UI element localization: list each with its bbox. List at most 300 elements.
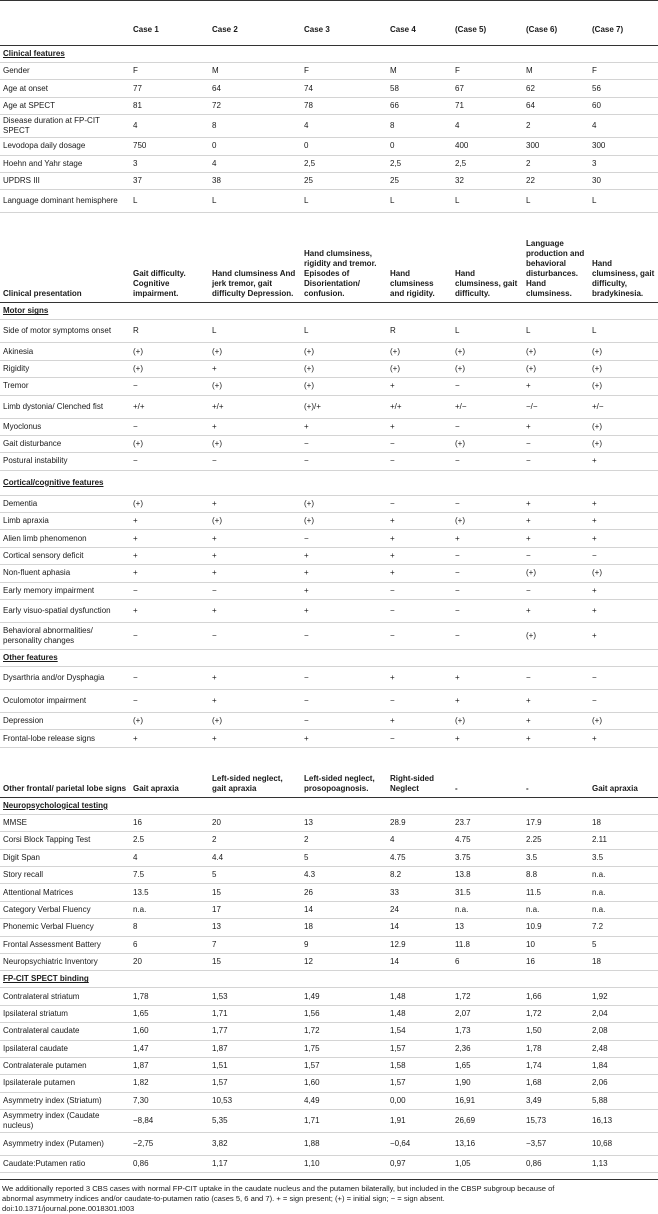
section-header-row	[0, 650, 658, 667]
section-title: Cortical/cognitive features	[3, 477, 104, 487]
section-header-row	[0, 46, 658, 63]
table-cell: 22	[523, 172, 589, 189]
table-cell: 17	[209, 901, 301, 918]
table-cell: (+)	[589, 360, 658, 377]
header-cell: (Case 6)	[523, 15, 589, 46]
table-cell: L	[209, 320, 301, 343]
table-cell: −8,84	[130, 1110, 209, 1133]
table-cell: 1,78	[523, 1040, 589, 1057]
table-cell: +	[523, 530, 589, 547]
table-cell: (+)	[589, 378, 658, 395]
table-row	[0, 115, 658, 138]
table-cell: 28.9	[387, 814, 452, 831]
table-cell: Hand clumsiness And jerk tremor, gait difficulty Depression.	[209, 213, 301, 303]
table-row	[0, 600, 658, 623]
table-row	[0, 565, 658, 582]
section-header-row	[0, 797, 658, 814]
table-cell: n.a.	[589, 884, 658, 901]
table-cell: 4	[130, 115, 209, 138]
table-cell: 24	[387, 901, 452, 918]
table-cell: −	[452, 495, 523, 512]
table-cell: +	[209, 730, 301, 747]
table-cell: (+)	[589, 713, 658, 730]
table-cell: +	[209, 600, 301, 623]
row-label: Ipsilaterale putamen	[0, 1075, 130, 1092]
table-cell: 16	[523, 953, 589, 970]
row-label: Gender	[0, 63, 130, 80]
table-cell: −2,75	[130, 1133, 209, 1156]
table-cell: 20	[130, 953, 209, 970]
table-cell: +	[301, 565, 387, 582]
table-cell: 4.3	[301, 866, 387, 883]
table-cell: 37	[130, 172, 209, 189]
table-cell: +	[387, 713, 452, 730]
table-row	[0, 547, 658, 564]
table-cell: 1,49	[301, 988, 387, 1005]
table-row	[0, 360, 658, 377]
table-cell: 1,71	[209, 1005, 301, 1022]
row-label: Attentional Matrices	[0, 884, 130, 901]
table-cell: Language production and behavioral disturbances. Hand clumsiness.	[523, 213, 589, 303]
table-cell: (+)	[523, 343, 589, 360]
header-cell: Case 1	[130, 15, 209, 46]
table-cell: +	[523, 713, 589, 730]
header-cell: Case 4	[387, 15, 452, 46]
table-cell: 8.8	[523, 866, 589, 883]
table-cell: 8	[209, 115, 301, 138]
table-cell: M	[209, 63, 301, 80]
table-cell: 18	[589, 953, 658, 970]
table-cell: −	[130, 623, 209, 650]
table-cell: (+)	[387, 343, 452, 360]
table-cell: 1,74	[523, 1057, 589, 1074]
table-cell: +	[589, 730, 658, 747]
row-label: Clinical presentation	[0, 213, 130, 303]
table-cell: 4.4	[209, 849, 301, 866]
table-cell: +	[130, 565, 209, 582]
table-cell: 23.7	[452, 814, 523, 831]
table-cell: +	[523, 730, 589, 747]
row-label: Depression	[0, 713, 130, 730]
table-cell: 2,36	[452, 1040, 523, 1057]
table-cell: 300	[523, 138, 589, 155]
table-cell: (+)	[301, 495, 387, 512]
table-cell: 16,91	[452, 1092, 523, 1109]
table-cell: 2,5	[452, 155, 523, 172]
table-cell: +	[209, 667, 301, 690]
table-cell: L	[452, 190, 523, 213]
table-row	[0, 395, 658, 418]
table-cell: (+)/+	[301, 395, 387, 418]
table-cell: 400	[452, 138, 523, 155]
table-cell: 1,87	[130, 1057, 209, 1074]
table-cell: Hand clumsiness, gait difficulty, bradykinesia.	[589, 213, 658, 303]
table-cell: −	[523, 667, 589, 690]
table-cell: (+)	[523, 360, 589, 377]
table-cell: 2.5	[130, 832, 209, 849]
table-cell: Gait apraxia	[589, 747, 658, 797]
row-label: Age at onset	[0, 80, 130, 97]
table-cell: 1,72	[523, 1005, 589, 1022]
table-cell: 33	[387, 884, 452, 901]
row-label: Frontal-lobe release signs	[0, 730, 130, 747]
table-cell: (+)	[209, 713, 301, 730]
table-cell: −	[130, 378, 209, 395]
table-cell: 1,53	[209, 988, 301, 1005]
table-cell: (+)	[130, 713, 209, 730]
table-row	[0, 832, 658, 849]
table-cell: 13.8	[452, 866, 523, 883]
table-cell: 13	[209, 919, 301, 936]
table-cell: −3,57	[523, 1133, 589, 1156]
table-cell: 1,65	[130, 1005, 209, 1022]
table-row	[0, 80, 658, 97]
table-cell: F	[130, 63, 209, 80]
table-cell: (+)	[452, 360, 523, 377]
table-cell: −	[130, 418, 209, 435]
table-cell: 30	[589, 172, 658, 189]
table-row	[0, 713, 658, 730]
table-cell: 0,86	[130, 1156, 209, 1173]
table-row	[0, 495, 658, 512]
table-cell: 2,08	[589, 1023, 658, 1040]
table-cell: 3.75	[452, 849, 523, 866]
section-title: Other features	[3, 653, 58, 663]
table-cell: 58	[387, 80, 452, 97]
section-title: Motor signs	[3, 306, 49, 316]
table-cell: 2,5	[387, 155, 452, 172]
table-cell: +	[523, 378, 589, 395]
table-cell: 7,30	[130, 1092, 209, 1109]
table-cell: 3,82	[209, 1133, 301, 1156]
table-cell: R	[130, 320, 209, 343]
table-cell: +	[589, 513, 658, 530]
row-label: Side of motor symptoms onset	[0, 320, 130, 343]
section-title: Clinical features	[3, 49, 65, 58]
table-cell: +	[130, 547, 209, 564]
table-cell: 2,5	[301, 155, 387, 172]
table-row	[0, 138, 658, 155]
table-cell: 8	[387, 115, 452, 138]
table-cell: 25	[387, 172, 452, 189]
table-cell: +	[209, 547, 301, 564]
table-cell: 8.2	[387, 866, 452, 883]
table-row	[0, 667, 658, 690]
table-cell: L	[130, 190, 209, 213]
table-cell: 0	[387, 138, 452, 155]
table-cell: 4	[452, 115, 523, 138]
table-cell: 31.5	[452, 884, 523, 901]
table-cell: −	[452, 600, 523, 623]
row-label: Asymmetry index (Striatum)	[0, 1092, 130, 1109]
table-cell: 5,88	[589, 1092, 658, 1109]
table-cell: +/+	[209, 395, 301, 418]
row-label: Levodopa daily dosage	[0, 138, 130, 155]
table-cell: 1,13	[589, 1156, 658, 1173]
table-cell: 2,06	[589, 1075, 658, 1092]
row-label: Dementia	[0, 495, 130, 512]
table-cell: 14	[387, 919, 452, 936]
table-cell: L	[387, 190, 452, 213]
row-label: Contralaterale putamen	[0, 1057, 130, 1074]
top-rule-row	[0, 1, 658, 16]
header-cell: (Case 5)	[452, 15, 523, 46]
row-label: Corsi Block Tapping Test	[0, 832, 130, 849]
row-label: Limb dystonia/ Clenched fist	[0, 395, 130, 418]
row-label: Rigidity	[0, 360, 130, 377]
row-label: Ipsilateral caudate	[0, 1040, 130, 1057]
table-row	[0, 1110, 658, 1133]
table-cell: +	[209, 360, 301, 377]
table-cell: +	[523, 418, 589, 435]
table-cell: 16,13	[589, 1110, 658, 1133]
table-cell: +/−	[452, 395, 523, 418]
table-row	[0, 814, 658, 831]
table-row	[0, 1023, 658, 1040]
table-cell: Hand clumsiness, rigidity and tremor. Episodes of Disorientation/ confusion.	[301, 213, 387, 303]
table-cell: M	[387, 63, 452, 80]
table-cell: (+)	[301, 513, 387, 530]
table-cell: −	[130, 453, 209, 470]
table-row	[0, 936, 658, 953]
table-cell: 71	[452, 97, 523, 114]
table-cell: +	[301, 582, 387, 599]
table-row	[0, 1040, 658, 1057]
table-cell: +	[209, 530, 301, 547]
table-cell: 3	[589, 155, 658, 172]
table-cell: 4	[387, 832, 452, 849]
table-cell: 5,35	[209, 1110, 301, 1133]
table-cell: 20	[209, 814, 301, 831]
table-cell: 15,73	[523, 1110, 589, 1133]
table-cell: 2.25	[523, 832, 589, 849]
table-cell: M	[523, 63, 589, 80]
table-cell: (+)	[589, 435, 658, 452]
table-row	[0, 190, 658, 213]
table-cell: 4.75	[452, 832, 523, 849]
table-cell: 5	[589, 936, 658, 953]
table-cell: 4,49	[301, 1092, 387, 1109]
row-label: Frontal Assessment Battery	[0, 936, 130, 953]
table-cell: L	[523, 320, 589, 343]
table-cell: 1,84	[589, 1057, 658, 1074]
table-cell: 1,60	[301, 1075, 387, 1092]
table-row	[0, 172, 658, 189]
row-label: Digit Span	[0, 849, 130, 866]
table-cell: 1,54	[387, 1023, 452, 1040]
table-cell: 3.5	[589, 849, 658, 866]
table-row	[0, 988, 658, 1005]
table-cell: (+)	[209, 343, 301, 360]
section-title: Neuropsychological testing	[3, 800, 108, 810]
table-cell: +	[523, 690, 589, 713]
table-cell: −	[452, 582, 523, 599]
table-cell: 72	[209, 97, 301, 114]
row-label: Age at SPECT	[0, 97, 130, 114]
table-cell: −	[209, 623, 301, 650]
table-cell: −	[387, 730, 452, 747]
table-cell: 1,90	[452, 1075, 523, 1092]
row-label: Asymmetry index (Putamen)	[0, 1133, 130, 1156]
table-cell: 3	[130, 155, 209, 172]
table-cell: 1,88	[301, 1133, 387, 1156]
row-label: Non-fluent aphasia	[0, 565, 130, 582]
table-cell: F	[589, 63, 658, 80]
table-cell: 300	[589, 138, 658, 155]
table-cell: −	[387, 582, 452, 599]
table-row	[0, 155, 658, 172]
table-cell: L	[589, 320, 658, 343]
table-row	[0, 63, 658, 80]
table-cell: 2,04	[589, 1005, 658, 1022]
row-label: Early memory impairment	[0, 582, 130, 599]
table-cell: +	[301, 547, 387, 564]
table-cell: L	[209, 190, 301, 213]
table-cell: 18	[301, 919, 387, 936]
table-cell: −	[523, 547, 589, 564]
table-cell: 3,49	[523, 1092, 589, 1109]
table-row	[0, 730, 658, 747]
row-label: Limb apraxia	[0, 513, 130, 530]
table-cell: 6	[452, 953, 523, 970]
table-cell: Hand clumsiness and rigidity.	[387, 213, 452, 303]
table-cell: 7	[209, 936, 301, 953]
table-cell: n.a.	[589, 901, 658, 918]
table-cell: −0,64	[387, 1133, 452, 1156]
table-cell: +	[387, 378, 452, 395]
table-cell: (+)	[301, 343, 387, 360]
table-row	[0, 513, 658, 530]
table-cell: 12	[301, 953, 387, 970]
table-cell: −	[301, 667, 387, 690]
table-row	[0, 623, 658, 650]
table-cell: 1,78	[130, 988, 209, 1005]
table-cell: 11.8	[452, 936, 523, 953]
table-cell: (+)	[130, 360, 209, 377]
table-cell: 74	[301, 80, 387, 97]
table-cell: +	[589, 582, 658, 599]
table-cell: +	[301, 418, 387, 435]
table-cell: −	[130, 582, 209, 599]
table-cell: 13	[301, 814, 387, 831]
table-cell: −	[130, 690, 209, 713]
table-cell: −	[387, 690, 452, 713]
table-cell: (+)	[301, 378, 387, 395]
table-cell: 1,73	[452, 1023, 523, 1040]
row-label: Akinesia	[0, 343, 130, 360]
table-cell: 1,66	[523, 988, 589, 1005]
table-cell: 1,48	[387, 988, 452, 1005]
row-label: Ipsilateral striatum	[0, 1005, 130, 1022]
row-label: Myoclonus	[0, 418, 130, 435]
table-cell: n.a.	[130, 901, 209, 918]
table-cell: 38	[209, 172, 301, 189]
table-cell: 2	[301, 832, 387, 849]
table-cell: 13	[452, 919, 523, 936]
table-cell: −	[452, 453, 523, 470]
table-cell: 1,92	[589, 988, 658, 1005]
table-cell: 1,56	[301, 1005, 387, 1022]
section-header-row	[0, 470, 658, 495]
table-cell: +	[523, 495, 589, 512]
table-cell: −	[301, 623, 387, 650]
table-row	[0, 1005, 658, 1022]
table-cell: n.a.	[452, 901, 523, 918]
table-cell: L	[301, 190, 387, 213]
table-cell: (+)	[589, 565, 658, 582]
table-cell: (+)	[209, 435, 301, 452]
table-cell: 1,75	[301, 1040, 387, 1057]
table-row	[0, 435, 658, 452]
row-label: UPDRS III	[0, 172, 130, 189]
table-cell: 4	[589, 115, 658, 138]
table-cell: 1,57	[209, 1075, 301, 1092]
table-cell: +	[130, 530, 209, 547]
table-cell: 1,05	[452, 1156, 523, 1173]
table-cell: (+)	[523, 623, 589, 650]
table-cell: −	[452, 565, 523, 582]
table-cell: 10	[523, 936, 589, 953]
table-cell: 25	[301, 172, 387, 189]
table-cell: −	[130, 667, 209, 690]
table-cell: 4	[209, 155, 301, 172]
table-cell: 2.11	[589, 832, 658, 849]
table-cell: 9	[301, 936, 387, 953]
table-row	[0, 97, 658, 114]
table-cell: (+)	[523, 565, 589, 582]
table-cell: 60	[589, 97, 658, 114]
table-cell: L	[301, 320, 387, 343]
table-cell: +	[589, 530, 658, 547]
table-cell: 16	[130, 814, 209, 831]
table-cell: +	[387, 513, 452, 530]
table-cell: −	[301, 713, 387, 730]
table-cell: +	[589, 495, 658, 512]
table-cell: 15	[209, 884, 301, 901]
table-cell: 17.9	[523, 814, 589, 831]
table-cell: 1,47	[130, 1040, 209, 1057]
table-cell: (+)	[387, 360, 452, 377]
table-cell: +/−	[589, 395, 658, 418]
table-row	[0, 1057, 658, 1074]
table-cell: −	[387, 623, 452, 650]
row-label: Neuropsychiatric Inventory	[0, 953, 130, 970]
table-cell: 1,50	[523, 1023, 589, 1040]
table-cell: (+)	[589, 343, 658, 360]
table-cell: +	[523, 600, 589, 623]
table-cell: +	[130, 730, 209, 747]
table-cell: (+)	[452, 435, 523, 452]
table-cell: −	[452, 547, 523, 564]
doi-text: doi:10.1371/journal.pone.0018301.t003	[2, 1204, 135, 1213]
table-cell: 1,48	[387, 1005, 452, 1022]
table-cell: Gait apraxia	[130, 747, 209, 797]
table-cell: −	[387, 453, 452, 470]
table-cell: 78	[301, 97, 387, 114]
table-row	[0, 1075, 658, 1092]
row-label: Phonemic Verbal Fluency	[0, 919, 130, 936]
table-cell: −	[301, 435, 387, 452]
table-cell: (+)	[301, 360, 387, 377]
table-cell: −	[209, 453, 301, 470]
table-cell: 2	[523, 115, 589, 138]
table-cell: +	[209, 565, 301, 582]
table-cell: (+)	[130, 435, 209, 452]
table-cell: 0	[301, 138, 387, 155]
table-cell: F	[452, 63, 523, 80]
row-label: Hoehn and Yahr stage	[0, 155, 130, 172]
table-cell: +	[589, 600, 658, 623]
